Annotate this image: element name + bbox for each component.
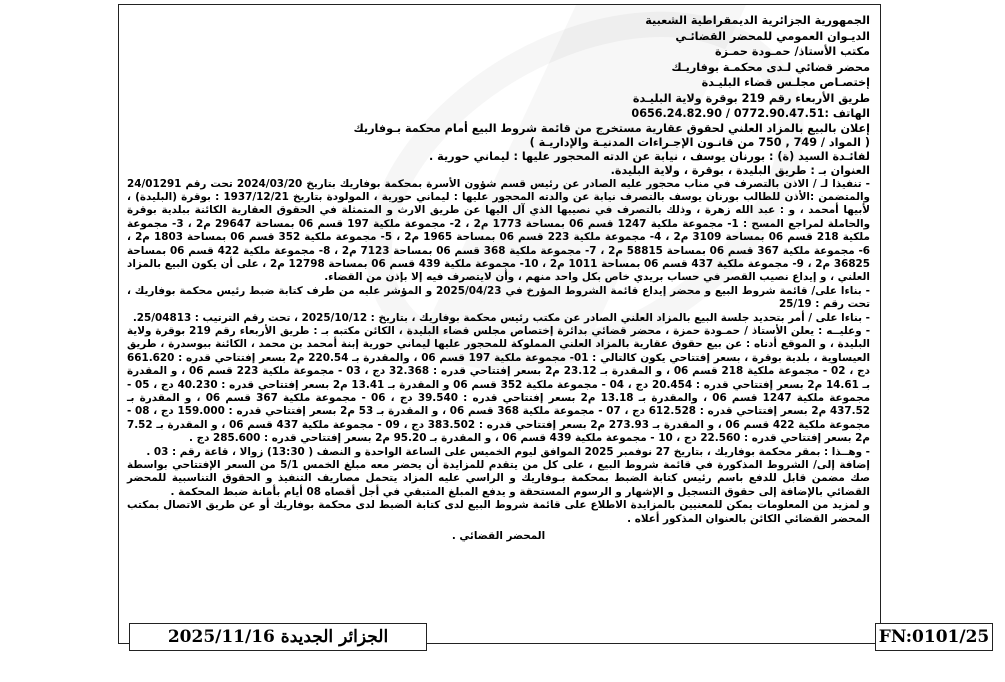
notice-title: إعلان بالبيع بالمزاد العلني لحقوق عقارية مستخرج من قائمة شروط البيع أمام محكمة بـوفاريك xyxy=(353,121,870,135)
republic-line: الجمهورية الجزائرية الديمقراطية الشعبية xyxy=(645,14,870,27)
beneficiary-address: العنوان بـ : طريق البليدة ، بوقرة ، ولاية البليدة. xyxy=(610,163,870,177)
phone-line: الهاتف :0772.90.47.51 / 0656.24.82.90 xyxy=(631,107,870,120)
address-line: طريق الأربعاء رقم 219 بوقرة ولاية البليـدة xyxy=(632,91,870,105)
notice-content xyxy=(127,13,870,543)
signature: المحضر القضائي . xyxy=(451,530,546,543)
paragraph-conditions-list: - بناءا على/ قائمة شروط البيع و محضر إيداع قائمة الشروط المؤرخ في 2025/04/23 و المؤشر عليه من طرف كتابة ضبط رئيس محكمة بوفاريك ، تحت رقم : 25/19 xyxy=(127,284,870,311)
paragraph-more-info: و لمزيد من المعلومات يمكن للمعنيين بالمزايدة الاطلاع على قائمة شروط البيع لدى كتابة الضبط لدى محكمة بوفاريك أو عن طريق الاتصال بمكتب المحضر القضائي الكائن بالعنوان المذكور أعلاه . xyxy=(127,499,870,525)
paragraph-bidding-terms: إضافة إلى/ الشروط المذكورة في قائمة شروط البيع ، على كل من يتقدم للمزايدة أن يحضر معه مبلغ الخمس 5/1 من السعر الإفتتاحي بواسطة صك مضمن قابل للدفع باسم رئيس كتابة الضبط بمحكمة بـوفاريك و الراسي عليه المزاد يتحمل مصاريف التنفيذ و الحقوق التناسبية للمحضر القضائي بالإضافة إلى حقوق التسجيل و الإشهار و الرسوم المستحقة و يدفع المبلغ المتبقي في أجل أقصاه 08 أيام بأمانة ضبط المحكمة . xyxy=(127,459,870,498)
reference-box: FN:0101/25 xyxy=(875,623,993,651)
bureau-line: الديـوان العمومي للمحضر القضائـي xyxy=(675,29,870,43)
beneficiary-line: لفائـدة السيد (ة) : بورنان يوسف ، نيابة عن الدته المحجور عليها : ليماني حورية . xyxy=(429,149,870,163)
bailiff-line: محضر قضائي لـدى محكمـة بوفاريـك xyxy=(671,60,870,74)
paragraph-authorization: - تنفيذا لـ / الاذن بالتصرف في مناب محجور عليه الصادر عن رئيس قسم شؤون الأسرة بمحكمة بوفاريك بتاريخ 2024/03/20 تحت رقم 24/01291 والمتضمن :الأذن للطالب بورنان يوسف بالتصرف نيابة عن والدته المحجور عليها : ليماني حورية ، المولودة بتاريخ 1937/12/21 : بوقرة (البليدة) ، لأبيها أمحمد ، و : عبد الله زهرة ، وذلك بالتصرف في نصيبها الذي آل اليها عن طريق الارث و المتمثلة في الحقوق العقارية الكائنة ببلدية بوقرة والحاملة لمراجع المسح : 1- مجموعة ملكية 1247 قسم 06 بمساحة 1773 م2 ، 2- مجموعة ملكية 197 قسم 06 بمساحة 29647 م2 ، 3- مجموعة ملكية 218 قسم 06 بمساحة 3109 م2 ، 4- مجموعة ملكية 223 قسم 06 بمساحة 1965 م2 ، 5- مجموعة ملكية 352 قسم 06 بمساحة 1803 م2 ، 6- مجموعة ملكية 367 قسم 06 بمساحة 58815 م2 ، 7- مجموعة ملكية 368 قسم 06 بمساحة 7123 م2 ، 8- مجموعة ملكية 422 قسم 06 بمساحة 36825 م2 ، 9- مجموعة ملكية 437 قسم 06 بمساحة 1011 م2 ، 10- مجموعة ملكية 439 قسم 06 بمساحة 12798 م2 ، على أن يكون البيع بالمزاد العلني ، و إيداع نصيب القصر في حساب بريدي خاص بكل واحد منهم ، وأن لايتصرف فيه إلا بإذن من القضاء. xyxy=(127,177,871,284)
legal-notice-frame xyxy=(118,4,990,647)
paragraph-sale-date: - وهــذا : بمقر محكمة بوفاريك ، بتاريخ 27 نوفمبر 2025 الموافق ليوم الخميس على الساعة الواحدة و النصف ( 13:30) زوالا ، قاعة رقم : 03 . xyxy=(146,445,870,458)
paragraph-session-order: - بناءا على / أمر بتحديد جلسة البيع بالمزاد العلني الصادر عن مكتب رئيس محكمة بوفاريك ، بتاريخ : 2025/10/12 ، تحت رقم الترتيب : 25/04813. xyxy=(132,311,870,324)
notice-articles: ( المواد / 749 , 750 من قانـون الإجـراءات المدنيـة والإداريـة ) xyxy=(529,135,870,149)
newspaper-date-box: الجزائر الجديدة 2025/11/16 xyxy=(129,623,427,651)
jurisdiction-line: إختصـاص مجلـس قضاء البليـدة xyxy=(701,76,870,89)
office-line: مكتب الأستاذ/ حمـودة حمـزة xyxy=(715,45,870,58)
bailiff-header xyxy=(127,13,870,122)
paragraph-sale-details: - وعليــه : يعلن الأستاذ / حمـودة حمزة ، محضر قضائي بدائرة إختصاص مجلس قضاء البليدة ، الكائن مكتبه بـ : طريق الأربعاء رقم 219 بوقرة ولاية البليدة ، و الموقع أدناه : عن بيع حقوق عقارية بالمزاد العلني المملوكة للمحجور عليها ليماني حورية إبنة أمحمد بن محمد ، الكائنة ببوسدرة ، طريق العيساوية ، بلدية بوقرة ، بسعر إفتتاحي يكون كالتالي : 01- مجموعة ملكية 197 قسم 06 ، والمقدرة بـ 220.54 م2 بسعر إفتتاحي قدره : 661.620 دج ، 02 - مجموعة ملكية 218 قسم 06 ، و المقدرة بـ 23.12 م2 بسعر إفتتاحي قدره : 32.368 دج ، 03 - مجموعة ملكية 223 قسم 06 ، و المقدرة بـ 14.61 م2 بسعر إفتتاحي قدره : 20.454 دج ، 04 - مجموعة ملكية 352 قسم 06 و المقدرة بـ 13.41 م2 بسعر إفتتاحي قدره : 40.230 دج ، 05 - مجموعة ملكية 1247 قسم 06 ، والمقدرة بـ 13.18 م2 بسعر إفتتاحي قدره : 39.540 دج ، 06 - مجموعة ملكية 367 قسم 06 ، و المقدرة بـ 437.52 م2 بسعر إفتتاحي قدره : 612.528 دج ، 07 - مجموعة ملكية 368 قسم 06 ، و المقدرة بـ 53 م2 بسعر إفتتاحي قدره : 159.000 دج ، 08 - مجموعة ملكية 422 قسم 06 ، و المقدرة بـ 273.93 م2 بسعر إفتتاحي قدره : 383.502 دج ، 09 - مجموعة ملكية 437 قسم 06 ، و المقدرة بـ 7.52 م2 بسعر إفتتاحي قدره : 22.560 دج ، 10 - مجموعة ملكية 439 قسم 06 ، و المقدرة بـ 95.20 م2 بسعر إفتتاحي قدره : 285.600 دج . xyxy=(127,324,871,445)
